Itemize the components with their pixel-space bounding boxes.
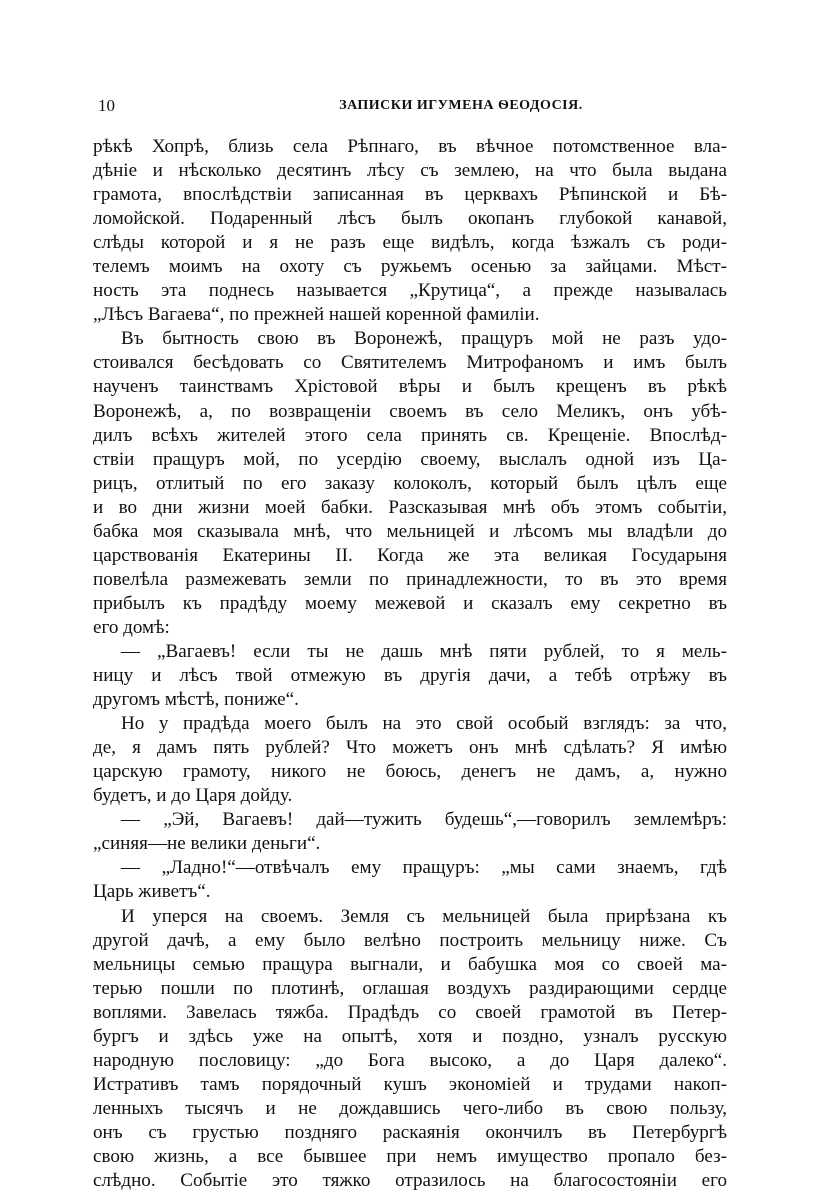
text-line: другомъ мѣстѣ, пониже“.	[93, 689, 299, 711]
page-number: 10	[98, 96, 115, 115]
text-line: Въ бытность свою въ Воронежѣ, пращуръ мой не разъ удо-	[121, 328, 727, 350]
text-line: слѣдно. Событіе это тяжко отразилось на благосостояніи его	[93, 1170, 727, 1192]
running-head	[98, 96, 724, 120]
text-line: свою жизнь, а все бывшее при немъ имущество пропало без-	[93, 1145, 727, 1167]
text-line: Истративъ тамъ порядочный кушъ экономіей и трудами накоп-	[93, 1073, 727, 1095]
text-line: онъ съ грустью поздняго раскаянія окончилъ въ Петербургѣ	[93, 1121, 727, 1143]
text-line: грамота, впослѣдствіи записанная въ церквахъ Рѣпинской и Бѣ-	[93, 184, 727, 206]
text-line: ленныхъ тысячъ и не дождавшись чего-либо въ свою пользу,	[93, 1097, 727, 1119]
text-line: повелѣла размежевать земли по принадлежности, то въ это время	[93, 568, 727, 590]
text-line: бургъ и здѣсь уже на опытѣ, хотя и поздно, узналъ русскую	[93, 1025, 727, 1047]
text-line: ломойской. Подаренный лѣсъ былъ окопанъ глубокой канавой,	[93, 208, 727, 230]
text-line: телемъ моимъ на охоту съ ружьемъ осенью за зайцами. Мѣст-	[93, 256, 727, 278]
text-line: прибылъ къ прадѣду моему межевой и сказалъ ему секретно въ	[93, 592, 727, 614]
text-line: — „Ладно!“—отвѣчалъ ему пращуръ: „мы сами знаемъ, гдѣ	[121, 857, 727, 879]
text-line: дѣніе и нѣсколько десятинъ лѣсу съ землею, на что была выдана	[93, 160, 727, 182]
text-line: Воронежѣ, а, по возвращеніи своемъ въ село Меликъ, онъ убѣ-	[93, 400, 727, 422]
text-line: народную пословицу: „до Бога высоко, а до Царя далеко“.	[93, 1049, 727, 1071]
text-line: царствованія Екатерины II. Когда же эта великая Государыня	[93, 544, 727, 566]
text-line: стоивался бесѣдовать со Святителемъ Митрофаномъ и имъ былъ	[93, 352, 727, 374]
text-line: воплями. Завелась тяжба. Прадѣдъ со своей грамотой въ Петер-	[93, 1001, 727, 1023]
text-line: ницу и лѣсъ твой отмежую въ другія дачи, а тебѣ отрѣжу въ	[93, 665, 727, 687]
text-line: Но у прадѣда моего былъ на это свой особый взглядъ: за что,	[121, 713, 727, 735]
text-line: Царь живетъ“.	[93, 881, 211, 903]
body-text	[93, 135, 727, 1193]
text-line: мельницы семью пращура выгнали, и бабушка моя со своей ма-	[93, 953, 727, 975]
text-line: царскую грамоту, никого не боюсь, денегъ не дамъ, а, нужно	[93, 761, 727, 783]
text-line: бабка моя сказывала мнѣ, что мельницей и лѣсомъ мы владѣли до	[93, 520, 727, 542]
text-line: слѣды которой и я не разъ еще видѣлъ, когда ѣзжалъ съ роди-	[93, 232, 727, 254]
text-line: рицъ, отлитый по его заказу колоколъ, который былъ цѣлъ еще	[93, 472, 727, 494]
text-line: — „Эй, Вагаевъ! дай—тужить будешь“,—говорилъ землемѣръ:	[121, 809, 727, 831]
text-line: де, я дамъ пять рублей? Что можетъ онъ мнѣ сдѣлать? Я имѣю	[93, 737, 727, 759]
text-line: другой дачѣ, а ему было велѣно построить мельницу ниже. Съ	[93, 929, 727, 951]
running-title: ЗАПИСКИ ИГУМЕНА ѲЕОДОСІЯ.	[339, 98, 583, 113]
text-line: наученъ таинствамъ Хрістовой вѣры и былъ крещенъ въ рѣкѣ	[93, 376, 727, 398]
text-line: „Лѣсъ Вагаева“, по прежней нашей коренной фамиліи.	[93, 304, 540, 326]
text-line: ствіи пращуръ мой, по усердію своему, выслалъ одной изъ Ца-	[93, 448, 727, 470]
text-line: и во дни жизни моей бабки. Разсказывая мнѣ объ этомъ событіи,	[93, 496, 727, 518]
text-line: ность эта поднесь называется „Крутица“, а прежде называлась	[93, 280, 727, 302]
text-line: „синяя—не велики деньги“.	[93, 833, 321, 855]
text-line: терью пошли по плотинѣ, оглашая воздухъ раздирающими сердце	[93, 977, 727, 999]
text-line: будетъ, и до Царя дойду.	[93, 785, 293, 807]
text-line: И уперся на своемъ. Земля съ мельницей была прирѣзана къ	[121, 905, 727, 927]
text-line: его домѣ:	[93, 616, 170, 638]
text-line: — „Вагаевъ! если ты не дашь мнѣ пяти рублей, то я мель-	[121, 640, 727, 662]
text-line: дилъ всѣхъ жителей этого села принять св. Крещеніе. Впослѣд-	[93, 424, 727, 446]
text-line: рѣкѣ Хопрѣ, близь села Рѣпнаго, въ вѣчное потомственное вла-	[93, 136, 727, 157]
